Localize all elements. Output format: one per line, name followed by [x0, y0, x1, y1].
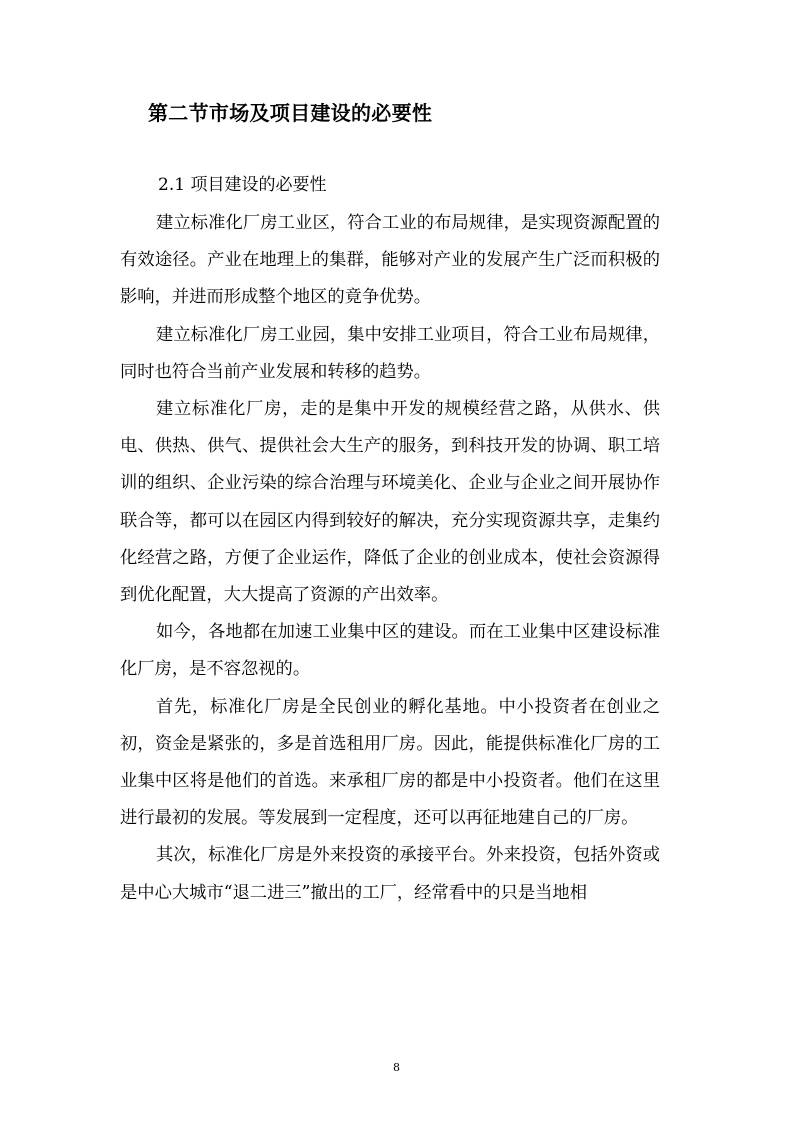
paragraph: 如今，各地都在加速工业集中区的建设。而在工业集中区建设标准化厂房，是不容忽视的。: [120, 622, 660, 680]
paragraph: 其次，标准化厂房是外来投资的承接平台。外来投资，包括外资或是中心大城市“退二进三”撤出的工厂，经常看中的只是当地相: [120, 845, 660, 903]
paragraph: 首先，标准化厂房是全民创业的孵化基地。中小投资者在创业之初，资金是紧张的，多是首选租用厂房。因此，能提供标准化厂房的工业集中区将是他们的首选。来承租厂房的都是中小投资者。他们在这里进行最初的发展。等发展到一定程度，还可以再征地建自己的厂房。: [120, 696, 660, 829]
paragraph: 建立标准化厂房工业园，集中安排工业项目，符合工业布局规律，同时也符合当前产业发展和转移的趋势。: [120, 324, 660, 382]
page-number: 8: [393, 1061, 400, 1074]
section-title: 第二节市场及项目建设的必要性: [148, 101, 433, 125]
paragraph: 建立标准化厂房工业区，符合工业的布局规律，是实现资源配置的有效途径。产业在地理上的集群，能够对产业的发展产生广泛而积极的影响，并进而形成整个地区的竟争优势。: [120, 213, 660, 308]
subsection-title: 2.1 项目建设的必要性: [158, 175, 327, 195]
body-text: [120, 205, 660, 912]
paragraph: 建立标准化厂房，走的是集中开发的规模经营之路，从供水、供电、供热、供气、提供社会大生产的服务，到科技开发的协调、职工培训的组织、企业污染的综合治理与环境美化、企业与企业之间开展协作联合等，都可以在园区内得到较好的解决，充分实现资源共享，走集约化经营之路，方便了企业运作，降低了企业的创业成本，使社会资源得到优化配置，大大提高了资源的产出效率。: [120, 399, 660, 606]
